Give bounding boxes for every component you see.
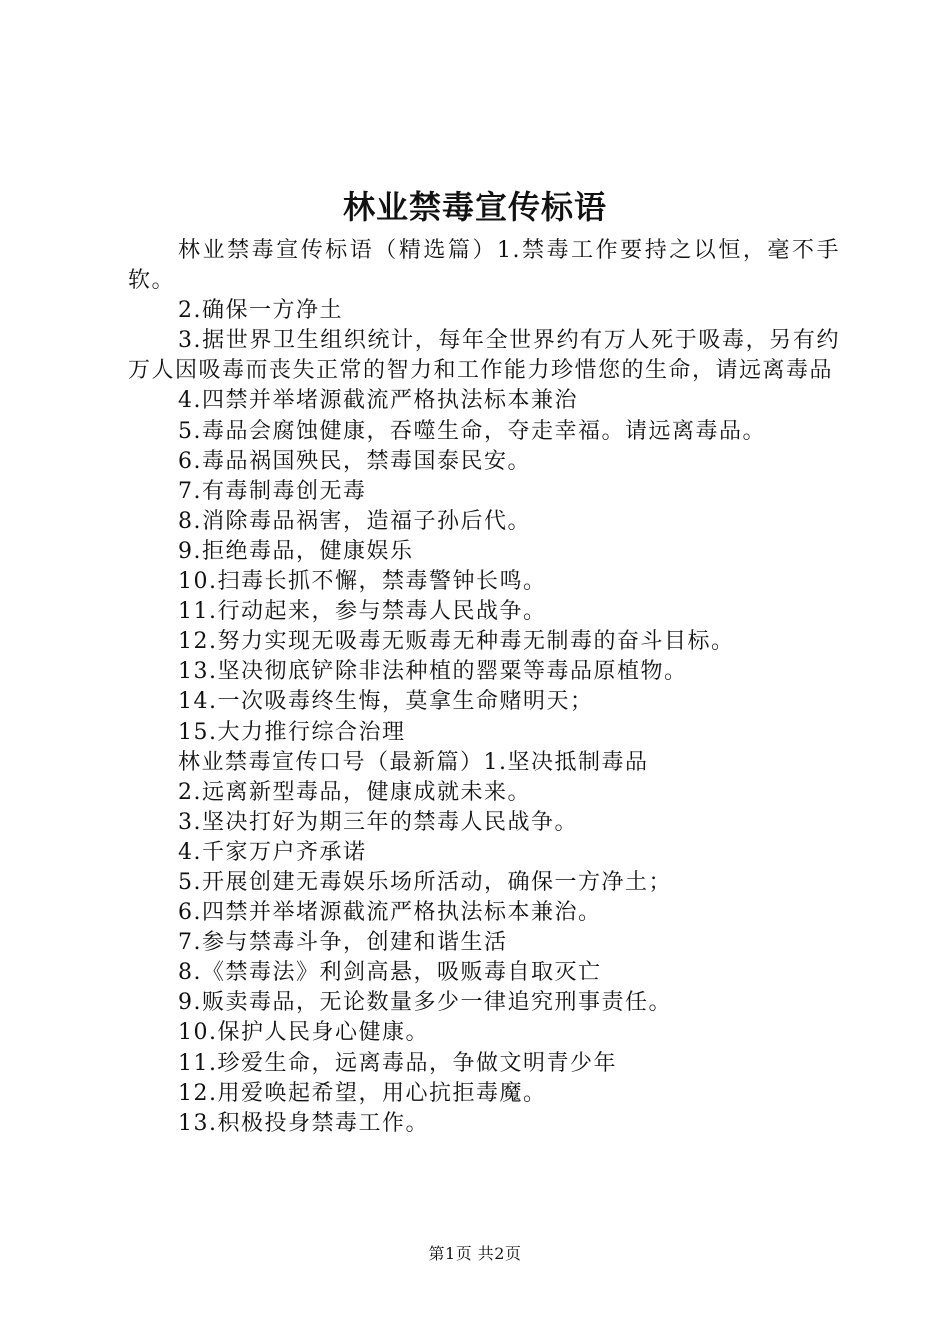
paragraph: 10.保护人民身心健康。 (178, 1020, 429, 1046)
paragraph: 林业禁毒宣传口号（最新篇）1.坚决抵制毒品 (178, 749, 649, 775)
paragraph: 9.拒绝毒品，健康娱乐 (178, 538, 414, 564)
paragraph: 4.千家万户齐承诺 (178, 839, 367, 865)
paragraph: 林业禁毒宣传标语（精选篇）1.禁毒工作要持之以恒，毫不手软。 (128, 238, 840, 294)
paragraph: 15.大力推行综合治理 (178, 719, 406, 745)
paragraph: 13.积极投身禁毒工作。 (178, 1110, 429, 1136)
paragraph: 8.消除毒品祸害，造福子孙后代。 (178, 508, 531, 534)
paragraph: 5.毒品会腐蚀健康，吞噬生命，夺走幸福。请远离毒品。 (178, 418, 766, 444)
document-title: 林业禁毒宣传标语 (342, 188, 607, 226)
paragraph: 11.行动起来，参与禁毒人民战争。 (178, 599, 547, 625)
paragraph: 11.珍爱生命，远离毒品，争做文明青少年 (178, 1050, 617, 1076)
paragraph: 6.毒品祸国殃民，禁毒国泰民安。 (178, 448, 531, 474)
document-body (128, 236, 840, 1139)
paragraph: 12.努力实现无吸毒无贩毒无种毒无制毒的奋斗目标。 (178, 629, 735, 655)
paragraph: 2.确保一方净土 (178, 298, 343, 324)
paragraph: 12.用爱唤起希望，用心抗拒毒魔。 (178, 1080, 547, 1106)
paragraph: 10.扫毒长抓不懈，禁毒警钟长鸣。 (178, 569, 547, 595)
paragraph: 3.坚决打好为期三年的禁毒人民战争。 (178, 809, 578, 835)
paragraph: 2.远离新型毒品，健康成就未来。 (178, 779, 531, 805)
paragraph: 7.有毒制毒创无毒 (178, 478, 367, 504)
paragraph: 3.据世界卫生组织统计，每年全世界约有万人死于吸毒，另有约万人因吸毒而丧失正常的智力和工作能力珍惜您的生命，请远离毒品 (128, 328, 840, 384)
paragraph: 9.贩卖毒品，无论数量多少一律追究刑事责任。 (178, 990, 672, 1016)
paragraph: 13.坚决彻底铲除非法种植的罂粟等毒品原植物。 (178, 659, 688, 685)
paragraph: 4.四禁并举堵源截流严格执法标本兼治 (178, 388, 578, 414)
page-number-footer: 第1页 共2页 (428, 1244, 522, 1263)
paragraph: 6.四禁并举堵源截流严格执法标本兼治。 (178, 900, 602, 926)
paragraph: 14.一次吸毒终生悔，莫拿生命赌明天； (178, 689, 594, 715)
paragraph: 5.开展创建无毒娱乐场所活动，确保一方净土； (178, 869, 672, 895)
paragraph: 7.参与禁毒斗争，创建和谐生活 (178, 930, 508, 956)
paragraph: 8.《禁毒法》利剑高悬，吸贩毒自取灭亡 (178, 960, 602, 986)
